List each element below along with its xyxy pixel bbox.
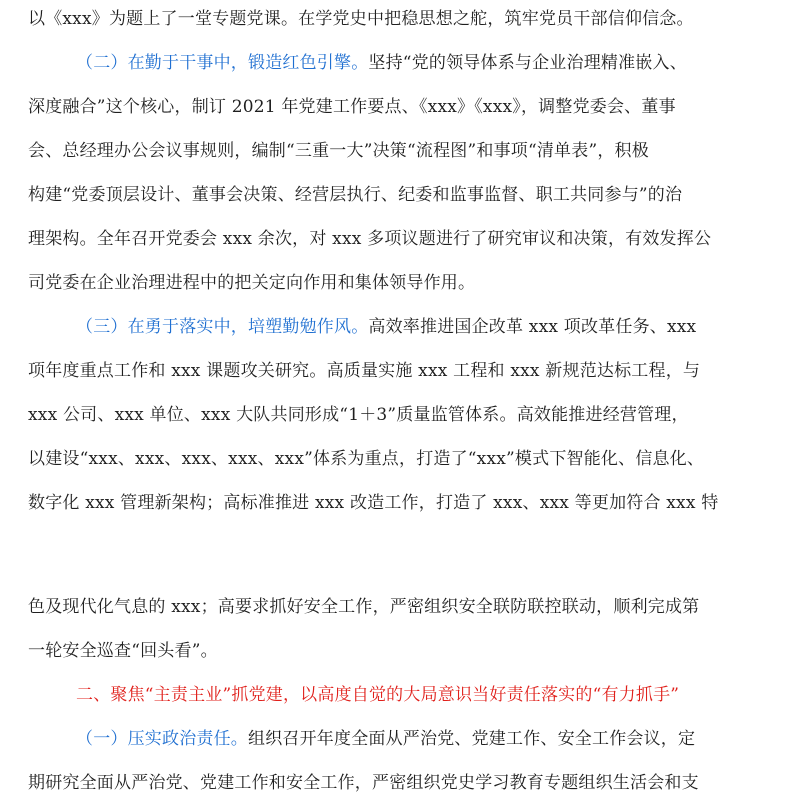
section-heading-2: 二、聚焦“主责主业”抓党建，以高度自觉的大局意识当好责任落实的“有力抓手” <box>76 685 680 705</box>
paragraph-2-line-1 <box>76 52 800 74</box>
paragraph-3-line-7: 一轮安全巡查“回头看”。 <box>28 641 218 661</box>
paragraph-2-line-1-rest: 坚持“党的领导体系与企业治理精准嵌入、 <box>368 53 687 73</box>
paragraph-3-line-1 <box>76 316 800 338</box>
paragraph-3-line-3: xxx 公司、xxx 单位、xxx 大队共同形成“1＋3”质量监管体系。高效能推进经营管理， <box>28 405 689 425</box>
paragraph-5-line-2: 期研究全面从严治党、党建工作和安全工作，严密组织党史学习教育专题组织生活会和支 <box>28 773 699 793</box>
paragraph-2-line-3: 会、总经理办公会议事规则，编制“三重一大”决策“流程图”和事项“清单表”，积极 <box>28 141 649 161</box>
paragraph-2-line-5: 理架构。全年召开党委会 xxx 余次，对 xxx 多项议题进行了研究审议和决策，有效发挥公 <box>28 229 712 249</box>
paragraph-3-line-4: 以建设“xxx、xxx、xxx、xxx、xxx”体系为重点，打造了“xxx”模式下智能化、信息化、 <box>28 449 705 469</box>
paragraph-3-line-1-rest: 高效率推进国企改革 xxx 项改革任务、xxx <box>368 317 697 337</box>
paragraph-3-line-5: 数字化 xxx 管理新架构；高标准推进 xxx 改造工作，打造了 xxx、xxx 等更加符合 xxx 特 <box>28 493 719 513</box>
subheading-3: （三）在勇于落实中，培塑勤勉作风。 <box>76 317 369 337</box>
subheading-5: （一）压实政治责任。 <box>76 729 248 749</box>
paragraph-3-line-2: 项年度重点工作和 xxx 课题攻关研究。高质量实施 xxx 工程和 xxx 新规范达标工程，与 <box>28 361 701 381</box>
paragraph-2-line-2: 深度融合”这个核心，制订 2021 年党建工作要点、《xxx》《xxx》，调整党委会、董事 <box>28 97 676 117</box>
paragraph-5-line-1-rest: 组织召开年度全面从严治党、党建工作、安全工作会议，定 <box>248 729 696 749</box>
paragraph-2-line-6: 司党委在企业治理进程中的把关定向作用和集体领导作用。 <box>28 273 476 293</box>
paragraph-1-line-1: 以《xxx》为题上了一堂专题党课。在学党史中把稳思想之舵，筑牢党员干部信仰信念。 <box>28 9 694 29</box>
subheading-2: （二）在勤于干事中，锻造红色引擎。 <box>76 53 369 73</box>
paragraph-5-line-1 <box>76 728 800 750</box>
paragraph-3-line-6: 色及现代化气息的 xxx；高要求抓好安全工作，严密组织安全联防联控联动，顺利完成第 <box>28 597 700 617</box>
paragraph-2-line-4: 构建“党委顶层设计、董事会决策、经营层执行、纪委和监事监督、职工共同参与”的治 <box>28 185 683 205</box>
